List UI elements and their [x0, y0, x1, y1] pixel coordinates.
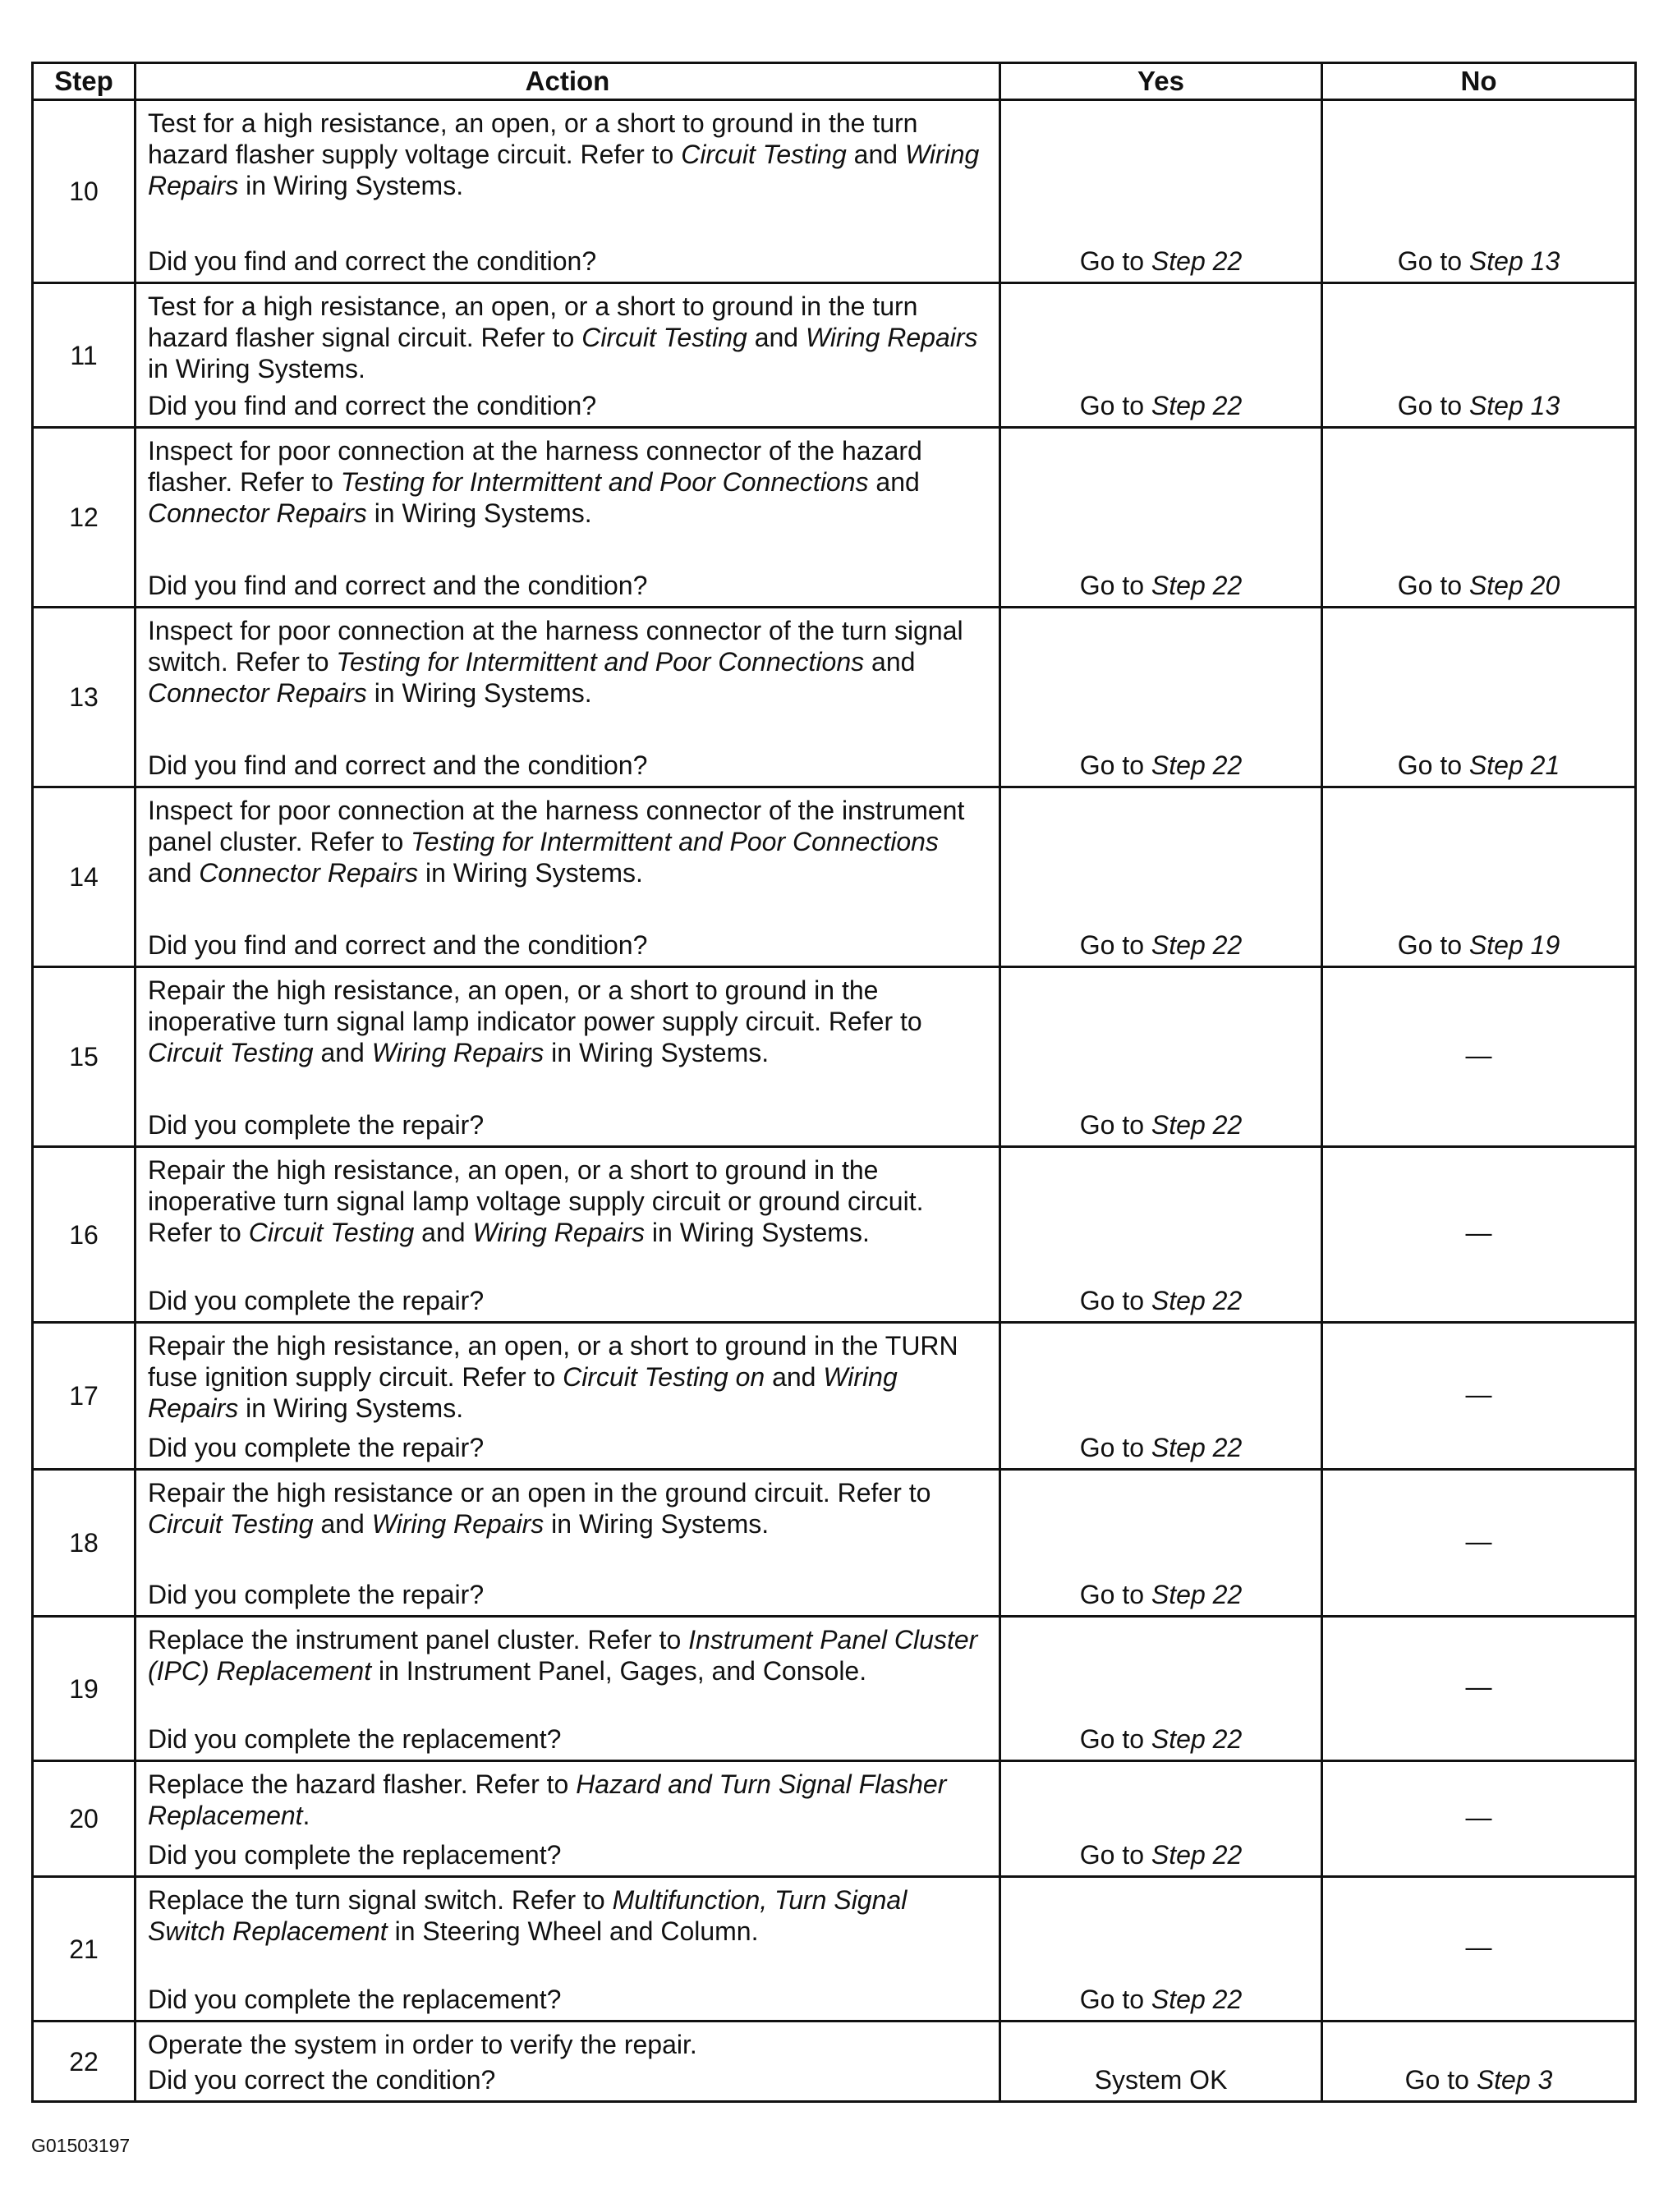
no-result [1322, 100, 1636, 283]
action-text: Repair the high resistance, an open, or a short to ground in the inoperative turn signal lamp voltage supply circuit or ground circuit. Refer to [148, 1155, 924, 1247]
yes-result [1000, 1617, 1322, 1761]
step-number: 17 [33, 1323, 136, 1470]
step-number: 10 [33, 100, 136, 283]
action-cell [136, 283, 1000, 428]
no-ref: Step 13 [1468, 246, 1560, 276]
yes-text: Go to [1079, 1286, 1151, 1315]
yes-text: Go to [1079, 1840, 1151, 1870]
yes-result [1000, 428, 1322, 608]
yes-text: Go to [1079, 1580, 1151, 1609]
action-text: Test for a high resistance, an open, or a short to ground in the turn hazard flasher signal circuit. Refer to [148, 291, 918, 352]
yes-text: Go to [1079, 1985, 1151, 2014]
action-text: and [313, 1038, 372, 1067]
action-ref: Circuit Testing [248, 1218, 415, 1247]
header-yes: Yes [1000, 63, 1322, 100]
action-text: Inspect for poor connection at the harness connector of the turn signal switch. Refer to [148, 616, 963, 677]
yes-result [1000, 1147, 1322, 1323]
action-text: in Wiring Systems. [645, 1218, 870, 1247]
yes-ref: Step 22 [1151, 750, 1243, 780]
action-ref: Testing for Intermittent and Poor Connections [340, 467, 869, 497]
no-result [1322, 1323, 1636, 1470]
action-text [148, 108, 987, 201]
yes-text: Go to [1079, 750, 1151, 780]
action-text: Replace the hazard flasher. Refer to [148, 1769, 577, 1799]
table-row [33, 283, 1636, 428]
action-question: Did you complete the replacement? [148, 1724, 562, 1754]
table-row [33, 2022, 1636, 2102]
action-ref: Wiring Repairs [371, 1038, 545, 1067]
action-text [148, 291, 987, 384]
action-text [148, 1769, 987, 1831]
yes-text: Go to [1079, 391, 1151, 420]
table-row [33, 787, 1636, 967]
yes-text: Go to [1079, 246, 1151, 276]
no-result [1322, 2022, 1636, 2102]
action-cell [136, 1617, 1000, 1761]
action-text: in Wiring Systems. [544, 1509, 770, 1539]
table-row [33, 1323, 1636, 1470]
action-text: and [868, 467, 920, 497]
yes-ref: Step 22 [1151, 246, 1243, 276]
action-text: and [148, 858, 200, 888]
header-row [33, 63, 1636, 100]
no-ref: Step 3 [1476, 2065, 1553, 2095]
yes-text: Go to [1079, 930, 1151, 960]
no-result [1322, 1617, 1636, 1761]
yes-result [1000, 967, 1322, 1147]
no-text: Go to [1397, 246, 1469, 276]
action-text [148, 1477, 987, 1540]
step-number: 16 [33, 1147, 136, 1323]
action-text: Replace the turn signal switch. Refer to [148, 1885, 613, 1915]
no-result [1322, 1147, 1636, 1323]
action-text: and [414, 1218, 473, 1247]
yes-ref: Step 22 [1151, 1985, 1243, 2014]
action-text [148, 2029, 987, 2060]
no-result [1322, 1470, 1636, 1617]
yes-result [1000, 1761, 1322, 1877]
action-text: Repair the high resistance, an open, or a short to ground in the TURN fuse ignition supply circuit. Refer to [148, 1331, 958, 1392]
no-result [1322, 608, 1636, 787]
table-row [33, 967, 1636, 1147]
step-number: 19 [33, 1617, 136, 1761]
diagnostic-table-container [31, 62, 1634, 2103]
no-text: — [1465, 1379, 1492, 1409]
yes-ref: Step 22 [1151, 1580, 1243, 1609]
no-text: Go to [1397, 750, 1469, 780]
yes-ref: Step 22 [1151, 391, 1243, 420]
yes-result [1000, 1470, 1322, 1617]
no-ref: Step 20 [1468, 571, 1560, 600]
yes-ref: Step 22 [1151, 1840, 1243, 1870]
yes-ref: Step 22 [1151, 1724, 1243, 1754]
yes-result [1000, 100, 1322, 283]
action-ref: Circuit Testing [148, 1509, 314, 1539]
action-ref: Testing for Intermittent and Poor Connections [411, 827, 939, 856]
no-text: Go to [1404, 2065, 1477, 2095]
action-cell [136, 967, 1000, 1147]
table-row [33, 608, 1636, 787]
action-text: Repair the high resistance, an open, or a short to ground in the inoperative turn signal lamp indicator power supply circuit. Refer to [148, 975, 922, 1036]
yes-result [1000, 1323, 1322, 1470]
yes-ref: Step 22 [1151, 1286, 1243, 1315]
action-text [148, 795, 987, 888]
action-text: in Wiring Systems. [366, 678, 592, 708]
action-text: and [864, 647, 916, 677]
action-question: Did you correct the condition? [148, 2065, 496, 2095]
no-result [1322, 1877, 1636, 2022]
no-text: — [1465, 1039, 1492, 1070]
yes-text: Go to [1079, 1433, 1151, 1462]
action-ref: Testing for Intermittent and Poor Connections [336, 647, 865, 677]
action-ref: Instrument Panel Cluster (IPC) Replacement [148, 1625, 978, 1686]
yes-ref: Step 22 [1151, 1433, 1243, 1462]
step-number: 20 [33, 1761, 136, 1877]
action-question: Did you complete the repair? [148, 1433, 485, 1462]
action-ref: Wiring Repairs [805, 323, 978, 352]
action-cell [136, 1323, 1000, 1470]
yes-result [1000, 2022, 1322, 2102]
action-text [148, 1154, 987, 1248]
action-text: Inspect for poor connection at the harness connector of the hazard flasher. Refer to [148, 436, 922, 497]
yes-text: Go to [1079, 571, 1151, 600]
no-text: Go to [1397, 391, 1469, 420]
no-text: Go to [1397, 930, 1469, 960]
action-text [148, 975, 987, 1068]
action-text: Replace the instrument panel cluster. Refer to [148, 1625, 689, 1654]
action-cell [136, 1470, 1000, 1617]
action-ref: Connector Repairs [148, 498, 367, 528]
action-text: and [313, 1509, 372, 1539]
step-number: 14 [33, 787, 136, 967]
no-result [1322, 787, 1636, 967]
action-question: Did you complete the repair? [148, 1580, 485, 1609]
no-text: — [1465, 1801, 1492, 1832]
no-text: Go to [1397, 571, 1469, 600]
action-text: in Wiring Systems. [366, 498, 592, 528]
action-cell [136, 787, 1000, 967]
header-step: Step [33, 63, 136, 100]
action-ref: Hazard and Turn Signal Flasher Replacement [148, 1769, 947, 1830]
action-text: in Steering Wheel and Column. [387, 1916, 759, 1946]
header-action: Action [136, 63, 1000, 100]
header-no: No [1322, 63, 1636, 100]
yes-result [1000, 283, 1322, 428]
step-number: 18 [33, 1470, 136, 1617]
action-ref: Circuit Testing [681, 140, 847, 169]
action-text [148, 1330, 987, 1424]
table-row [33, 1617, 1636, 1761]
no-ref: Step 19 [1468, 930, 1560, 960]
action-ref: Wiring Repairs [148, 140, 980, 200]
action-cell [136, 608, 1000, 787]
action-question: Did you complete the repair? [148, 1286, 485, 1315]
action-ref: Wiring Repairs [371, 1509, 545, 1539]
action-cell [136, 1877, 1000, 2022]
action-cell [136, 428, 1000, 608]
action-cell [136, 1147, 1000, 1323]
action-question: Did you find and correct and the condition? [148, 930, 648, 960]
action-text: in Instrument Panel, Gages, and Console. [371, 1656, 867, 1686]
no-result [1322, 967, 1636, 1147]
action-ref: Wiring Repairs [472, 1218, 645, 1247]
step-number: 11 [33, 283, 136, 428]
action-question: Did you find and correct and the condition? [148, 571, 648, 600]
step-number: 22 [33, 2022, 136, 2102]
yes-ref: Step 22 [1151, 930, 1243, 960]
action-ref: Connector Repairs [199, 858, 419, 888]
action-ref: Circuit Testing [581, 323, 747, 352]
action-text: and [846, 140, 905, 169]
yes-ref: Step 22 [1151, 1110, 1243, 1140]
yes-text: Go to [1079, 1110, 1151, 1140]
action-ref: Circuit Testing [148, 1038, 314, 1067]
action-ref: Wiring Repairs [148, 1362, 898, 1423]
no-text: — [1465, 1932, 1492, 1962]
action-text: in Wiring Systems. [148, 354, 365, 383]
table-row [33, 100, 1636, 283]
yes-result [1000, 608, 1322, 787]
action-question: Did you find and correct the condition? [148, 246, 597, 276]
action-text [148, 1624, 987, 1687]
action-text: and [765, 1362, 824, 1392]
table-row [33, 1761, 1636, 1877]
action-text: in Wiring Systems. [544, 1038, 770, 1067]
action-question: Did you find and correct the condition? [148, 391, 597, 420]
yes-result [1000, 1877, 1322, 2022]
yes-ref: Step 22 [1151, 571, 1243, 600]
table-body [33, 100, 1636, 2102]
action-text [148, 615, 987, 709]
no-result [1322, 283, 1636, 428]
yes-text: Go to [1079, 1724, 1151, 1754]
action-text [148, 435, 987, 529]
action-cell [136, 2022, 1000, 2102]
action-question: Did you find and correct and the condition? [148, 750, 648, 780]
table-row [33, 1877, 1636, 2022]
no-ref: Step 13 [1468, 391, 1560, 420]
action-text: Inspect for poor connection at the harness connector of the instrument panel cluster. Refer to [148, 796, 965, 856]
no-text: — [1465, 1218, 1492, 1247]
table-row [33, 428, 1636, 608]
action-text: in Wiring Systems. [238, 1393, 464, 1423]
no-result [1322, 1761, 1636, 1877]
step-number: 15 [33, 967, 136, 1147]
step-number: 21 [33, 1877, 136, 2022]
figure-id: G01503197 [31, 2135, 131, 2156]
action-text: . [302, 1801, 310, 1830]
action-ref: Multifunction, Turn Signal Switch Replacement [148, 1885, 908, 1946]
action-text: Operate the system in order to verify the repair. [148, 2030, 697, 2059]
action-question: Did you complete the repair? [148, 1110, 485, 1140]
action-cell [136, 1761, 1000, 1877]
action-ref: Connector Repairs [148, 678, 367, 708]
step-number: 13 [33, 608, 136, 787]
no-result [1322, 428, 1636, 608]
no-text: — [1465, 1526, 1492, 1556]
action-ref: Circuit Testing on [563, 1362, 765, 1392]
action-text: Repair the high resistance or an open in the ground circuit. Refer to [148, 1478, 931, 1508]
action-text: in Wiring Systems. [238, 171, 464, 200]
yes-text: System OK [1094, 2065, 1228, 2095]
step-number: 12 [33, 428, 136, 608]
no-text: — [1465, 1672, 1492, 1701]
table-row [33, 1470, 1636, 1617]
no-ref: Step 21 [1468, 750, 1560, 780]
yes-result [1000, 787, 1322, 967]
action-question: Did you complete the replacement? [148, 1840, 562, 1870]
table-row [33, 1147, 1636, 1323]
action-text [148, 1884, 987, 1947]
action-text: in Wiring Systems. [418, 858, 643, 888]
action-cell [136, 100, 1000, 283]
action-question: Did you complete the replacement? [148, 1985, 562, 2014]
diagnostic-table [31, 62, 1637, 2103]
action-text: and [747, 323, 806, 352]
action-text: Test for a high resistance, an open, or a short to ground in the turn hazard flasher supply voltage circuit. Refer to [148, 108, 918, 169]
